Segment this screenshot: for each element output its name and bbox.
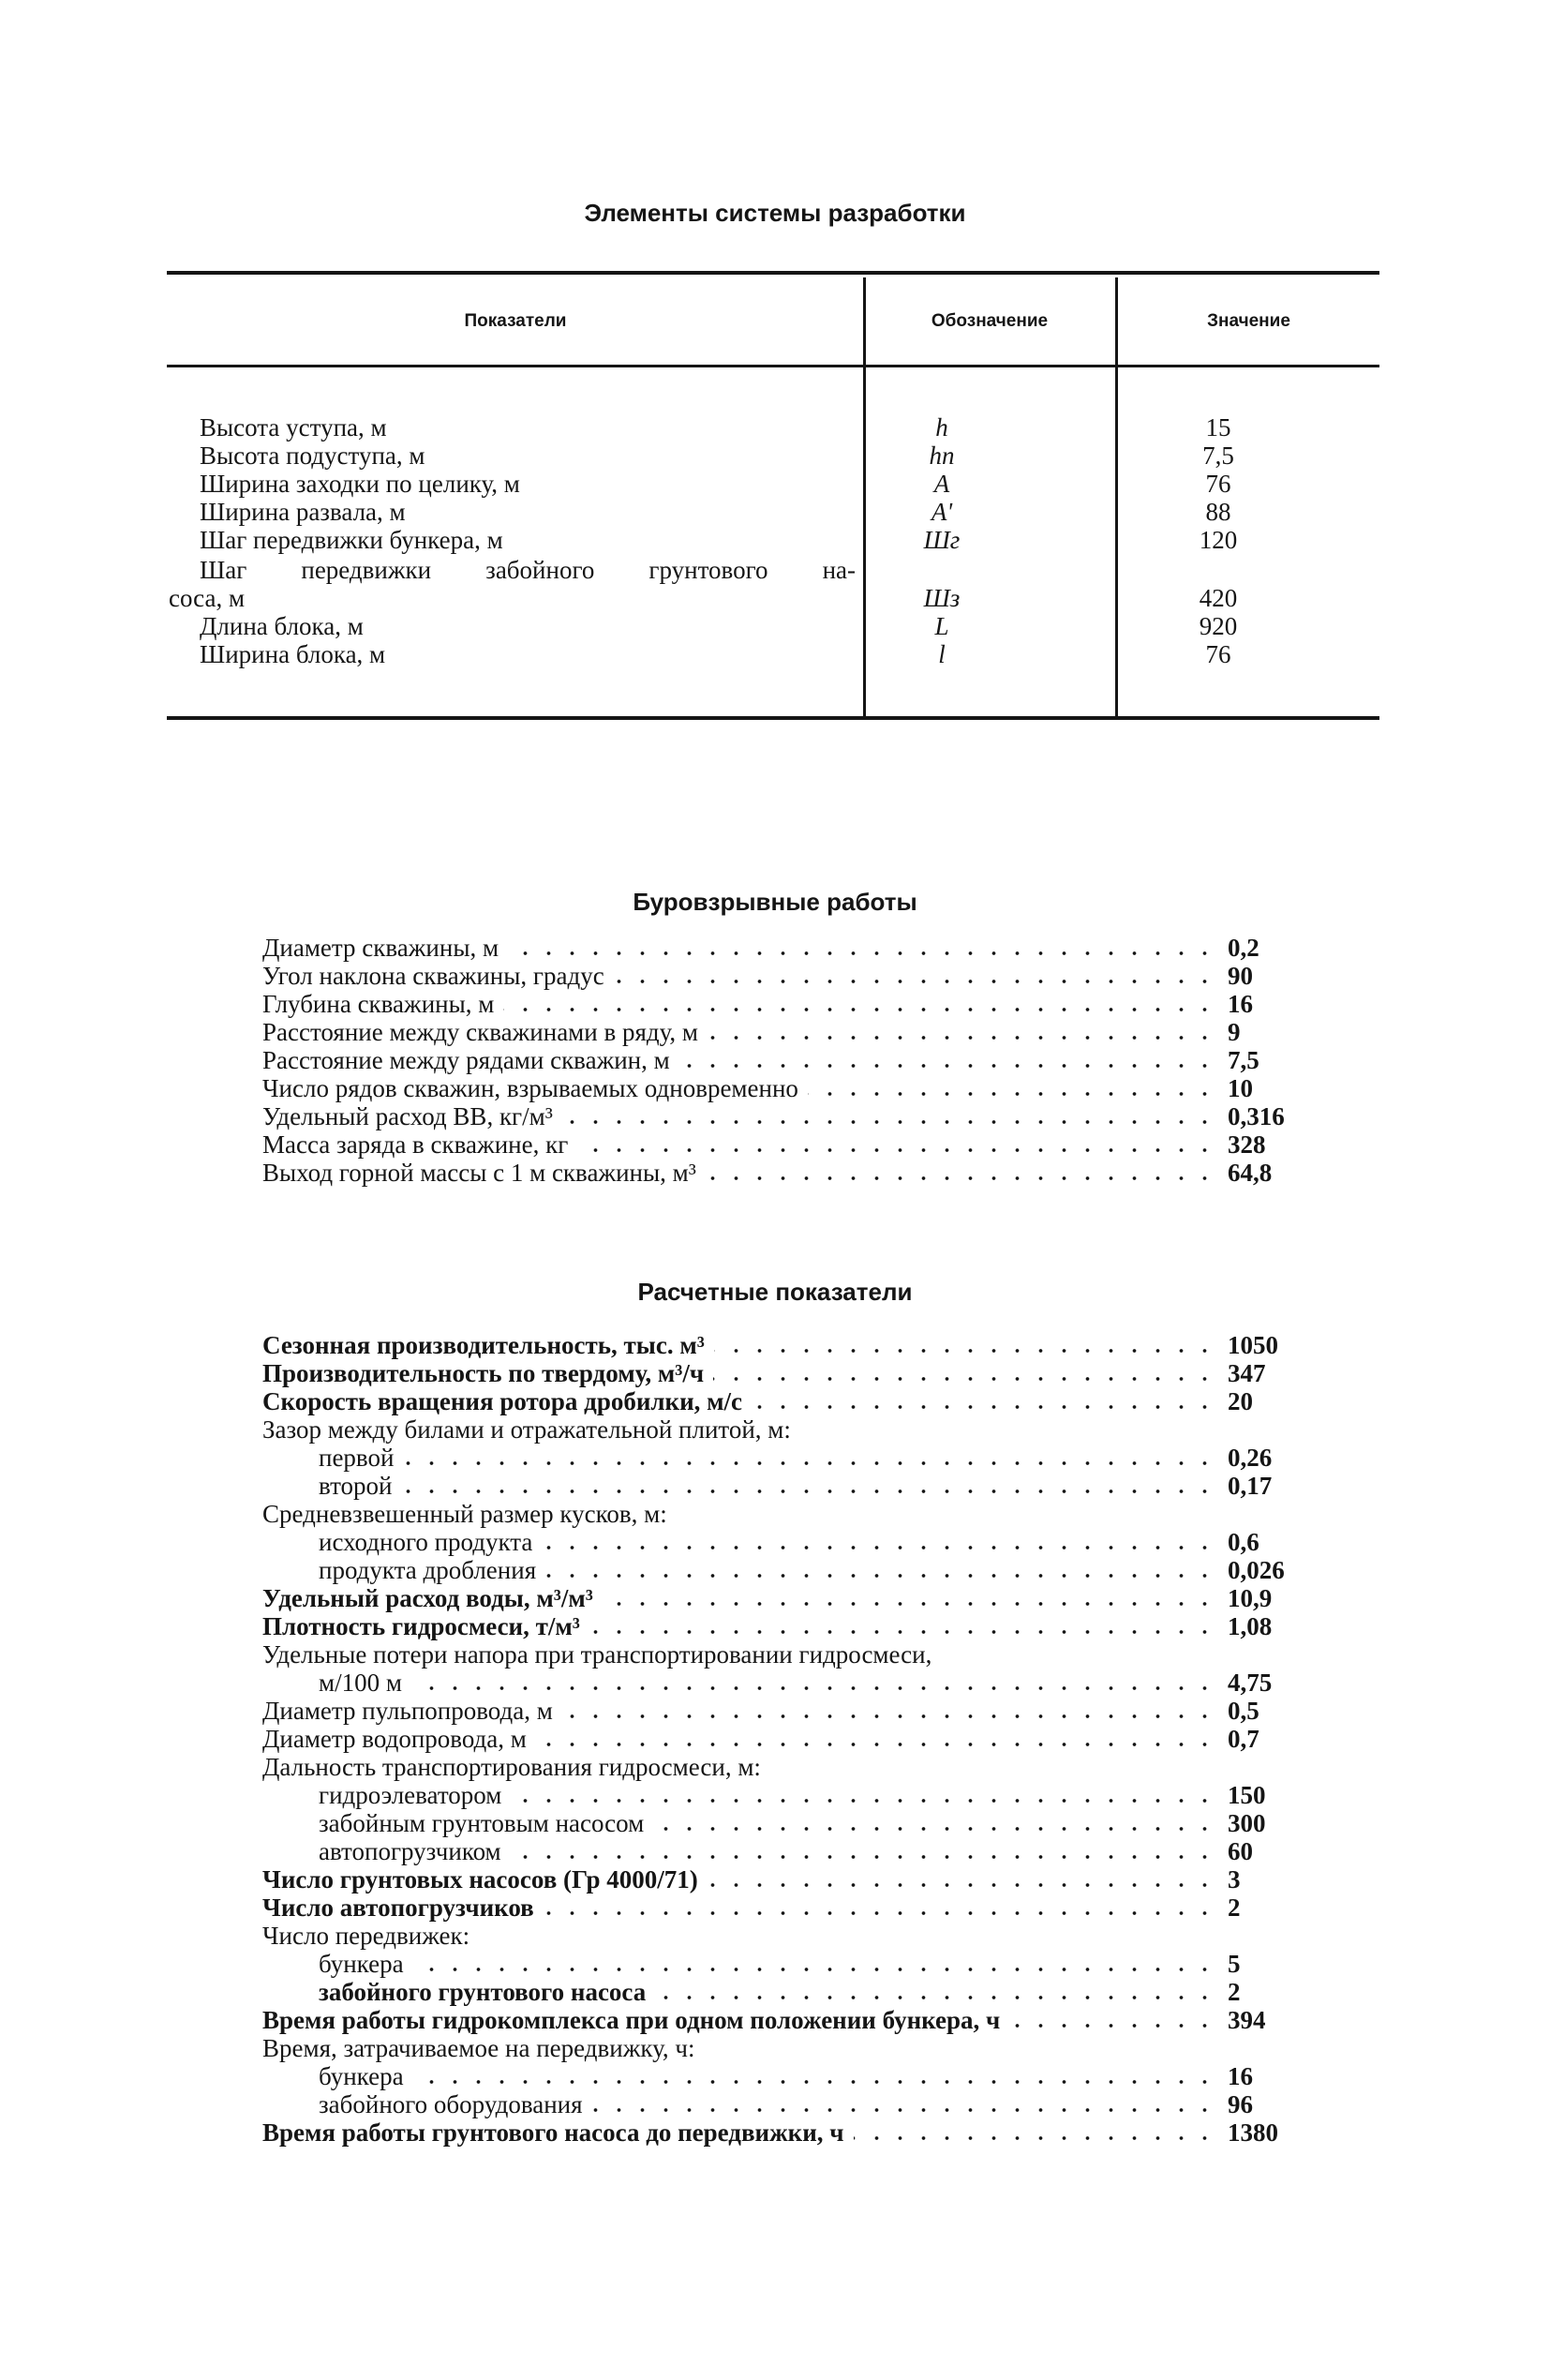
row-value: 76 xyxy=(1205,640,1231,668)
table-row xyxy=(0,612,1550,641)
row-indicator: Длина блока, м xyxy=(200,612,364,640)
list-item xyxy=(0,1528,1550,1556)
item-value: 10 xyxy=(1228,1074,1253,1102)
item-label: второй xyxy=(319,1472,393,1500)
dot-leader xyxy=(854,2136,1216,2140)
item-value: 1,08 xyxy=(1228,1612,1273,1640)
row-indicator: Высота подуступа, м xyxy=(200,442,425,470)
row-indicator: Высота уступа, м xyxy=(200,413,387,442)
item-label: Масса заряда в скважине, кг xyxy=(262,1130,569,1159)
dot-leader xyxy=(1009,2024,1216,2028)
list-item xyxy=(0,1837,1550,1865)
dot-leader xyxy=(706,1176,1216,1180)
item-label: Время работы грунтового насоса до передвижки, ч xyxy=(262,2118,844,2147)
section-title: Расчетные показатели xyxy=(637,1278,913,1306)
item-label: Удельный расход воды, м³/м³ xyxy=(262,1584,593,1612)
dot-leader xyxy=(714,1349,1216,1353)
row-symbol: hп xyxy=(929,442,955,470)
table-row xyxy=(0,442,1550,471)
item-value: 394 xyxy=(1228,2006,1266,2034)
item-label: Время работы гидрокомплекса при одном положении бункера, ч xyxy=(262,2006,1001,2034)
item-value: 150 xyxy=(1228,1781,1266,1809)
dot-leader xyxy=(536,1743,1216,1746)
item-value: 0,17 xyxy=(1228,1472,1273,1500)
list-item xyxy=(0,1950,1550,1978)
row-indicator: Ширина заходки по целику, м xyxy=(200,470,520,498)
item-label: Дальность транспортирования гидросмеси, м: xyxy=(262,1753,761,1781)
dot-leader xyxy=(545,1574,1216,1578)
dot-leader xyxy=(577,1148,1216,1152)
dot-leader xyxy=(708,1883,1216,1887)
item-label: Диаметр скважины, м xyxy=(262,934,499,962)
item-label: Число передвижек: xyxy=(262,1922,470,1950)
list-item xyxy=(0,1697,1550,1725)
row-value: 420 xyxy=(1199,584,1238,612)
list-item xyxy=(0,2006,1550,2034)
row-value: 76 xyxy=(1205,470,1231,498)
item-value: 0,6 xyxy=(1228,1528,1259,1556)
item-label: Выход горной массы с 1 м скважины, м³ xyxy=(262,1159,696,1187)
list-item xyxy=(0,1102,1550,1130)
row-symbol: A' xyxy=(931,498,953,526)
item-value: 0,316 xyxy=(1228,1102,1285,1130)
dot-leader xyxy=(708,1036,1216,1040)
row-symbol: l xyxy=(938,640,946,668)
item-value: 0,026 xyxy=(1228,1556,1285,1584)
table-row xyxy=(0,470,1550,499)
table-title: Элементы системы разработки xyxy=(584,199,966,227)
dot-leader xyxy=(544,1911,1216,1915)
dot-leader xyxy=(413,2080,1216,2084)
item-value: 300 xyxy=(1228,1809,1266,1837)
table-row xyxy=(0,584,1550,613)
item-value: 0,2 xyxy=(1228,934,1259,962)
item-label: забойным грунтовым насосом xyxy=(319,1809,645,1837)
item-label: автопогрузчиком xyxy=(319,1837,501,1865)
table-header-rule xyxy=(167,365,1379,367)
list-item xyxy=(0,1331,1550,1359)
item-value: 9 xyxy=(1228,1018,1241,1046)
item-label: Средневзвешенный размер кусков, м: xyxy=(262,1500,667,1528)
list-item xyxy=(0,1612,1550,1640)
table-row xyxy=(0,640,1550,669)
item-value: 64,8 xyxy=(1228,1159,1273,1187)
dot-leader xyxy=(511,1799,1216,1803)
dot-leader xyxy=(401,1489,1216,1493)
table-bottom-rule xyxy=(167,716,1379,720)
item-label: Число автопогрузчиков xyxy=(262,1894,534,1922)
item-label: гидроэлеватором xyxy=(319,1781,502,1809)
row-symbol: L xyxy=(934,612,949,640)
dot-leader xyxy=(614,980,1216,983)
item-value: 1050 xyxy=(1228,1331,1278,1359)
item-label: м/100 м xyxy=(319,1669,402,1697)
list-item xyxy=(0,1359,1550,1387)
item-label: Удельный расход ВВ, кг/м³ xyxy=(262,1102,553,1130)
dot-leader xyxy=(562,1714,1216,1718)
list-item xyxy=(0,1809,1550,1837)
dot-leader xyxy=(403,1461,1216,1465)
list-item xyxy=(0,1415,1550,1444)
item-label: Число грунтовых насосов (Гр 4000/71) xyxy=(262,1865,698,1894)
dot-leader xyxy=(655,1996,1216,1999)
list-item xyxy=(0,1046,1550,1074)
item-label: исходного продукта xyxy=(319,1528,533,1556)
item-value: 0,26 xyxy=(1228,1444,1273,1472)
row-indicator: Шаг передвижки бункера, м xyxy=(200,526,503,554)
list-item xyxy=(0,1894,1550,1922)
dot-leader xyxy=(589,1630,1216,1634)
item-label: Сезонная производительность, тыс. м³ xyxy=(262,1331,705,1359)
list-item xyxy=(0,934,1550,962)
list-item xyxy=(0,2118,1550,2147)
row-symbol: h xyxy=(935,413,948,442)
item-value: 16 xyxy=(1228,2062,1253,2090)
dot-leader xyxy=(511,1855,1216,1859)
list-item xyxy=(0,990,1550,1018)
dot-leader xyxy=(411,1686,1216,1690)
row-indicator: Ширина блока, м xyxy=(200,640,386,668)
list-item xyxy=(0,1018,1550,1046)
list-item xyxy=(0,1781,1550,1809)
item-label: бункера xyxy=(319,2062,404,2090)
item-label: Угол наклона скважины, градус xyxy=(262,962,604,990)
item-value: 2 xyxy=(1228,1978,1241,2006)
list-item xyxy=(0,2062,1550,2090)
table-row xyxy=(0,413,1550,442)
row-value: 120 xyxy=(1199,526,1238,554)
item-value: 90 xyxy=(1228,962,1253,990)
list-item xyxy=(0,1978,1550,2006)
list-item xyxy=(0,2090,1550,2118)
row-symbol: A xyxy=(933,470,950,498)
dot-leader xyxy=(679,1064,1216,1068)
item-label: Диаметр пульпопровода, м xyxy=(262,1697,553,1725)
list-item xyxy=(0,1500,1550,1528)
item-value: 7,5 xyxy=(1228,1046,1259,1074)
item-label: продукта дробления xyxy=(319,1556,537,1584)
row-value: 15 xyxy=(1205,413,1231,442)
column-header-indicator: Показатели xyxy=(464,311,567,331)
dot-leader xyxy=(603,1602,1216,1606)
dot-leader xyxy=(508,951,1216,955)
item-label: Число рядов скважин, взрываемых одновременно xyxy=(262,1074,798,1102)
row-value: 920 xyxy=(1199,612,1238,640)
item-label: Диаметр водопровода, м xyxy=(262,1725,527,1753)
list-item xyxy=(0,1584,1550,1612)
table-row xyxy=(0,526,1550,555)
list-item xyxy=(0,1725,1550,1753)
item-value: 3 xyxy=(1228,1865,1241,1894)
list-item xyxy=(0,1387,1550,1415)
item-value: 96 xyxy=(1228,2090,1253,2118)
item-value: 16 xyxy=(1228,990,1253,1018)
item-label: бункера xyxy=(319,1950,404,1978)
item-value: 347 xyxy=(1228,1359,1266,1387)
item-value: 0,7 xyxy=(1228,1725,1259,1753)
item-label: Плотность гидросмеси, т/м³ xyxy=(262,1612,580,1640)
item-value: 60 xyxy=(1228,1837,1253,1865)
item-label: Расстояние между рядами скважин, м xyxy=(262,1046,670,1074)
list-item xyxy=(0,1865,1550,1894)
dot-leader xyxy=(713,1377,1216,1381)
item-value: 2 xyxy=(1228,1894,1241,1922)
dot-leader xyxy=(413,1968,1216,1971)
dot-leader xyxy=(542,1546,1216,1549)
table-row xyxy=(0,556,1550,585)
list-item xyxy=(0,1640,1550,1669)
row-symbol: Шз xyxy=(923,584,961,612)
row-indicator: Ширина развала, м xyxy=(200,498,406,526)
list-item xyxy=(0,1130,1550,1159)
item-label: забойного оборудования xyxy=(319,2090,583,2118)
table-row xyxy=(0,498,1550,527)
row-indicator: Шаг передвижки забойного грунтового на- xyxy=(200,556,856,584)
item-value: 20 xyxy=(1228,1387,1253,1415)
list-item xyxy=(0,1753,1550,1781)
row-value: 7,5 xyxy=(1202,442,1234,470)
item-value: 4,75 xyxy=(1228,1669,1273,1697)
column-header-value: Значение xyxy=(1207,311,1290,331)
item-label: Глубина скважины, м xyxy=(262,990,495,1018)
item-label: Производительность по твердому, м³/ч xyxy=(262,1359,705,1387)
dot-leader xyxy=(653,1827,1216,1831)
list-item xyxy=(0,1159,1550,1187)
item-value: 328 xyxy=(1228,1130,1266,1159)
row-indicator: соса, м xyxy=(169,584,246,612)
item-value: 10,9 xyxy=(1228,1584,1273,1612)
row-symbol: Шг xyxy=(923,526,961,554)
list-item xyxy=(0,1556,1550,1584)
item-value: 5 xyxy=(1228,1950,1241,1978)
item-value: 0,5 xyxy=(1228,1697,1259,1725)
dot-leader xyxy=(752,1405,1216,1409)
list-item xyxy=(0,962,1550,990)
list-item xyxy=(0,1444,1550,1472)
table-top-rule xyxy=(167,271,1379,275)
dot-leader xyxy=(503,1008,1216,1011)
dot-leader xyxy=(808,1092,1216,1096)
item-value: 1380 xyxy=(1228,2118,1278,2147)
section-title: Буровзрывные работы xyxy=(633,888,917,916)
item-label: Удельные потери напора при транспортировании гидросмеси, xyxy=(262,1640,932,1669)
item-label: забойного грунтового насоса xyxy=(319,1978,647,2006)
item-label: Зазор между билами и отражательной плитой, м: xyxy=(262,1415,791,1444)
list-item xyxy=(0,1472,1550,1500)
column-header-symbol: Обозначение xyxy=(931,311,1049,331)
list-item xyxy=(0,1669,1550,1697)
dot-leader xyxy=(592,2108,1216,2112)
item-label: Скорость вращения ротора дробилки, м/с xyxy=(262,1387,743,1415)
item-label: Время, затрачиваемое на передвижку, ч: xyxy=(262,2034,695,2062)
item-label: Расстояние между скважинами в ряду, м xyxy=(262,1018,698,1046)
dot-leader xyxy=(562,1120,1216,1124)
row-value: 88 xyxy=(1205,498,1231,526)
list-item xyxy=(0,1074,1550,1102)
item-label: первой xyxy=(319,1444,395,1472)
list-item xyxy=(0,1922,1550,1950)
list-item xyxy=(0,2034,1550,2062)
